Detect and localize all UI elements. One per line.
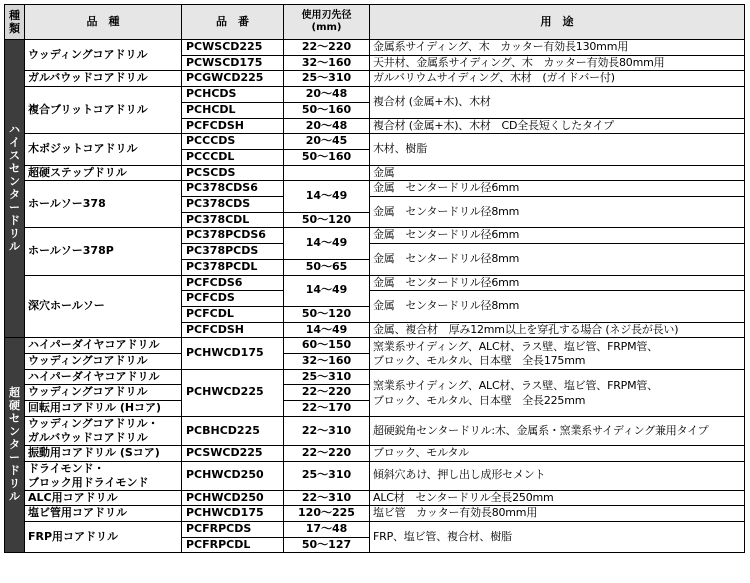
diameter-range: 50～120 bbox=[284, 212, 370, 228]
product-code: PCHWCD175 bbox=[182, 506, 284, 522]
header-row bbox=[5, 5, 745, 40]
product-code: PCBHCD225 bbox=[182, 416, 284, 445]
product-code: PCWSCD225 bbox=[182, 40, 284, 56]
header-diameter-label: 使用刃先径 bbox=[301, 10, 352, 21]
table-row bbox=[5, 71, 745, 87]
usage-text: 金属 センタードリル径6mm bbox=[370, 228, 745, 244]
spec-table bbox=[4, 4, 745, 553]
usage-text: 窯業系サイディング、ALC材、ラス壁、塩ビ管、FRPM管、 ブロック、モルタル、日本壁 全長225mm bbox=[370, 369, 745, 416]
table-row bbox=[5, 521, 745, 537]
diameter-range: 60～150 bbox=[284, 338, 370, 354]
product-name: ガルバウッドコアドリル bbox=[25, 71, 182, 87]
product-code: PC378CDL bbox=[182, 212, 284, 228]
product-name: 回転用コアドリル (Hコア) bbox=[25, 401, 182, 417]
table-row bbox=[5, 134, 745, 150]
product-code: PCHWCD225 bbox=[182, 369, 284, 416]
product-code: PC378PCDS6 bbox=[182, 228, 284, 244]
product-code: PCFCDS6 bbox=[182, 275, 284, 291]
product-name: ドライモンド・ ブロック用ドライモンド bbox=[25, 461, 182, 490]
product-code: PCGWCD225 bbox=[182, 71, 284, 87]
product-name: FRP用コアドリル bbox=[25, 521, 182, 552]
diameter-range: 17～48 bbox=[284, 521, 370, 537]
table-row bbox=[5, 87, 745, 103]
diameter-range: 25～310 bbox=[284, 71, 370, 87]
group-label-hss: ハイスセンタードリル bbox=[5, 40, 25, 338]
header-diameter-unit: (mm) bbox=[311, 22, 342, 33]
header-diameter bbox=[284, 5, 370, 40]
diameter-range: 22～310 bbox=[284, 416, 370, 445]
product-code: PC378CDS bbox=[182, 197, 284, 213]
diameter-range: 22～310 bbox=[284, 490, 370, 506]
product-name: ハイパーダイヤコアドリル bbox=[25, 338, 182, 354]
diameter-range: 22～220 bbox=[284, 40, 370, 56]
diameter-range: 20～45 bbox=[284, 134, 370, 150]
product-name: ウッディングコアドリル bbox=[25, 354, 182, 370]
table-row bbox=[5, 275, 745, 291]
diameter-range: 14～49 bbox=[284, 181, 370, 212]
usage-text: 金属 センタードリル径8mm bbox=[370, 291, 745, 322]
usage-text: 金属 センタードリル径6mm bbox=[370, 181, 745, 197]
diameter-range: 50～120 bbox=[284, 306, 370, 322]
usage-text: 金属、複合材 厚み12mm以上を穿孔する場合 (ネジ長が長い) bbox=[370, 322, 745, 338]
diameter-range: 120～225 bbox=[284, 506, 370, 522]
header-type: 種類 bbox=[5, 5, 25, 40]
diameter-range: 14～49 bbox=[284, 275, 370, 306]
diameter-range: 22～220 bbox=[284, 445, 370, 461]
header-name: 品 種 bbox=[25, 5, 182, 40]
table-row bbox=[5, 165, 745, 181]
usage-text: 金属 センタードリル径8mm bbox=[370, 197, 745, 228]
usage-text: 金属 センタードリル径8mm bbox=[370, 244, 745, 275]
group-label-carbide: 超硬センタードリル bbox=[5, 338, 25, 553]
table-row bbox=[5, 40, 745, 56]
product-name: 超硬ステップドリル bbox=[25, 165, 182, 181]
product-name: ホールソー378P bbox=[25, 228, 182, 275]
product-code: PCHWCD175 bbox=[182, 338, 284, 369]
diameter-range: 50～65 bbox=[284, 259, 370, 275]
diameter-range: 50～160 bbox=[284, 102, 370, 118]
usage-text: FRP、塩ビ管、複合材、樹脂 bbox=[370, 521, 745, 552]
product-name: 塩ビ管用コアドリル bbox=[25, 506, 182, 522]
usage-text: 金属 bbox=[370, 165, 745, 181]
usage-text: 複合材 (金属+木)、木材 CD全長短くしたタイプ bbox=[370, 118, 745, 134]
product-code: PCFCDSH bbox=[182, 322, 284, 338]
diameter-range: 50～160 bbox=[284, 149, 370, 165]
diameter-range: 22～170 bbox=[284, 401, 370, 417]
product-code: PCSWCD225 bbox=[182, 445, 284, 461]
header-code: 品 番 bbox=[182, 5, 284, 40]
table-row bbox=[5, 445, 745, 461]
usage-text: ブロック、モルタル bbox=[370, 445, 745, 461]
diameter-range: 25～310 bbox=[284, 369, 370, 385]
table-row bbox=[5, 181, 745, 197]
product-name: ALC用コアドリル bbox=[25, 490, 182, 506]
product-code: PCCCDS bbox=[182, 134, 284, 150]
usage-text: ガルバリウムサイディング、木材 (ガイドバー付) bbox=[370, 71, 745, 87]
diameter-range: 20～48 bbox=[284, 87, 370, 103]
product-name: ウッディングコアドリル bbox=[25, 385, 182, 401]
product-name: 木ポジットコアドリル bbox=[25, 134, 182, 165]
diameter-range: 25～310 bbox=[284, 461, 370, 490]
header-use: 用 途 bbox=[370, 5, 745, 40]
product-name: ハイパーダイヤコアドリル bbox=[25, 369, 182, 385]
usage-text: 金属 センタードリル径6mm bbox=[370, 275, 745, 291]
product-code: PC378PCDS bbox=[182, 244, 284, 260]
product-code: PCHWCD250 bbox=[182, 490, 284, 506]
diameter-range: 14～49 bbox=[284, 228, 370, 259]
product-code: PCFCDS bbox=[182, 291, 284, 307]
diameter-range bbox=[284, 165, 370, 181]
product-code: PCFRPCDL bbox=[182, 537, 284, 553]
usage-text: 傾斜穴あけ、押し出し成形セメント bbox=[370, 461, 745, 490]
product-name: ホールソー378 bbox=[25, 181, 182, 228]
diameter-range: 20～48 bbox=[284, 118, 370, 134]
usage-text: 超硬鋭角センタードリル:木、金属系・窯業系サイディング兼用タイプ bbox=[370, 416, 745, 445]
product-code: PCFCDSH bbox=[182, 118, 284, 134]
table-row bbox=[5, 490, 745, 506]
usage-text: 複合材 (金属+木)、木材 bbox=[370, 87, 745, 118]
diameter-range: 32～160 bbox=[284, 55, 370, 71]
product-code: PCWSCD175 bbox=[182, 55, 284, 71]
diameter-range: 14～49 bbox=[284, 322, 370, 338]
product-name: ウッディングコアドリル・ ガルバウッドコアドリル bbox=[25, 416, 182, 445]
product-code: PCSCDS bbox=[182, 165, 284, 181]
diameter-range: 50～127 bbox=[284, 537, 370, 553]
table-row bbox=[5, 228, 745, 244]
diameter-range: 32～160 bbox=[284, 354, 370, 370]
usage-text: 木材、樹脂 bbox=[370, 134, 745, 165]
table-row bbox=[5, 369, 745, 385]
table-row bbox=[5, 506, 745, 522]
usage-text: 窯業系サイディング、ALC材、ラス壁、塩ビ管、FRPM管、 ブロック、モルタル、日本壁 全長175mm bbox=[370, 338, 745, 369]
product-code: PCFCDL bbox=[182, 306, 284, 322]
product-code: PCHCDL bbox=[182, 102, 284, 118]
product-name: 振動用コアドリル (Sコア) bbox=[25, 445, 182, 461]
product-code: PCFRPCDS bbox=[182, 521, 284, 537]
usage-text: 塩ビ管 カッター有効長80mm用 bbox=[370, 506, 745, 522]
table-row bbox=[5, 338, 745, 354]
diameter-range: 22～220 bbox=[284, 385, 370, 401]
product-code: PCHCDS bbox=[182, 87, 284, 103]
usage-text: 天井材、金属系サイディング、木 カッター有効長80mm用 bbox=[370, 55, 745, 71]
product-name: ウッディングコアドリル bbox=[25, 40, 182, 71]
usage-text: 金属系サイディング、木 カッター有効長130mm用 bbox=[370, 40, 745, 56]
product-name: 深穴ホールソー bbox=[25, 275, 182, 338]
product-name: 複合ブリットコアドリル bbox=[25, 87, 182, 134]
usage-text: ALC材 センタードリル全長250mm bbox=[370, 490, 745, 506]
product-code: PCHWCD250 bbox=[182, 461, 284, 490]
product-code: PC378PCDL bbox=[182, 259, 284, 275]
product-code: PCCCDL bbox=[182, 149, 284, 165]
product-code: PC378CDS6 bbox=[182, 181, 284, 197]
